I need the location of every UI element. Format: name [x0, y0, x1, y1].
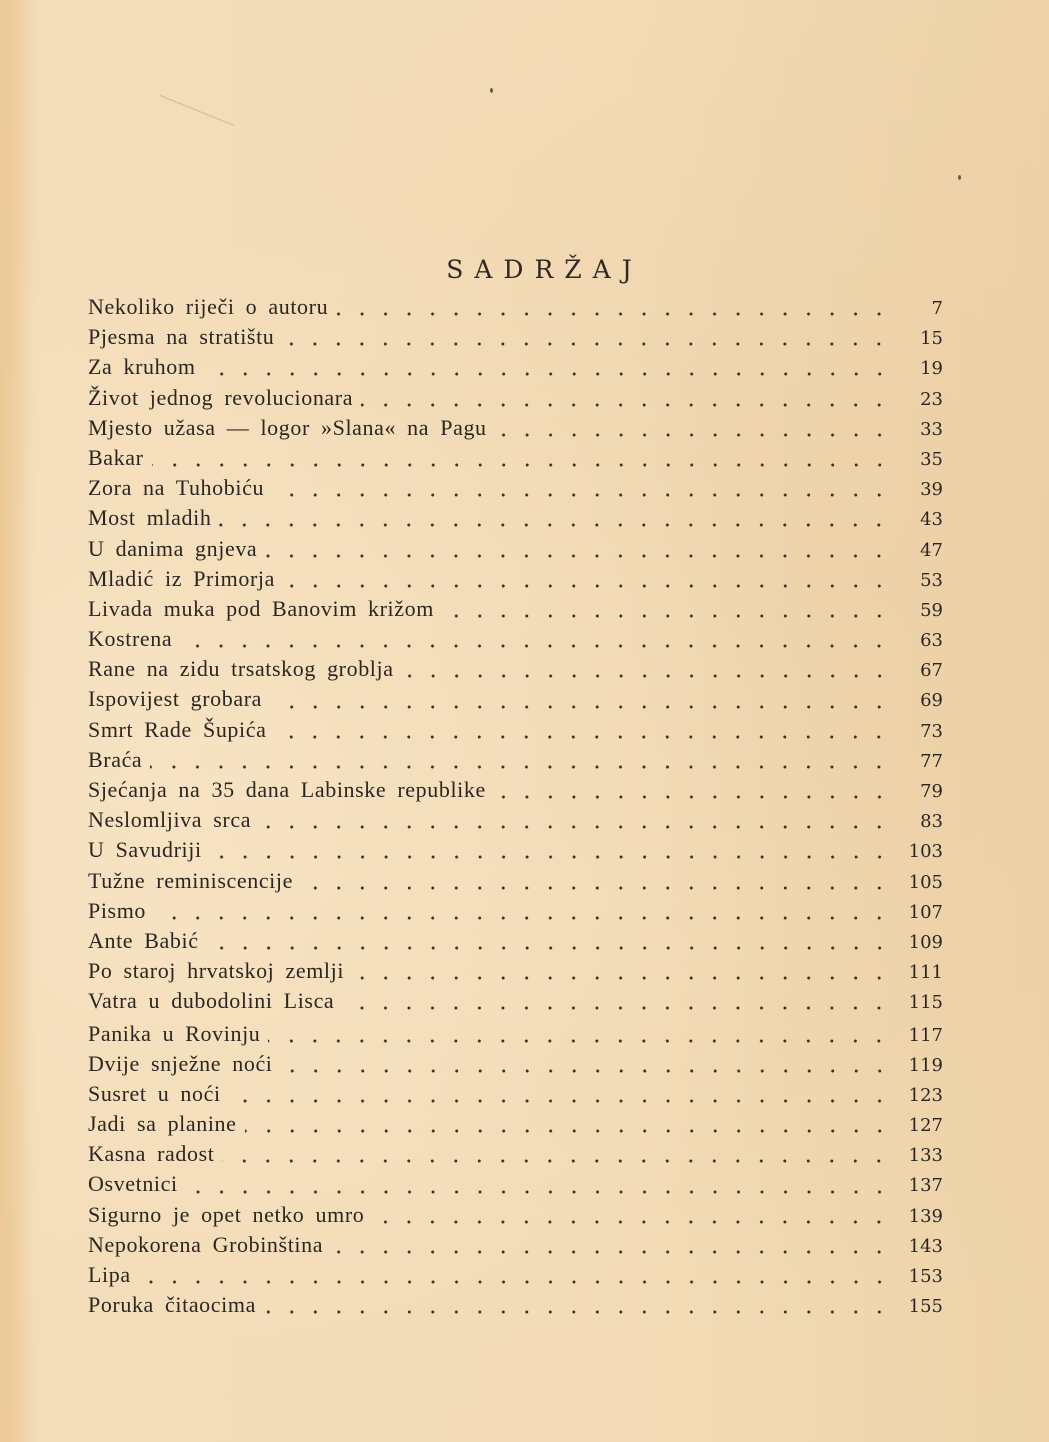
toc-entry-page-number: 59	[920, 599, 943, 621]
toc-entry-title: Poruka čitaocima	[88, 1292, 256, 1318]
toc-entry[interactable]	[88, 1171, 943, 1201]
toc-entry-title: Jadi sa planine	[88, 1111, 237, 1137]
dot-leader	[272, 488, 891, 502]
toc-entry-page-number: 105	[908, 871, 943, 893]
toc-entry-page-number: 23	[920, 388, 943, 410]
toc-entry-title: Panika u Rovinju	[88, 1020, 261, 1046]
toc-entry[interactable]	[88, 1202, 943, 1232]
toc-entry-page-number: 7	[931, 298, 943, 319]
toc-entry[interactable]	[88, 505, 943, 535]
toc-entry[interactable]	[88, 656, 943, 686]
toc-entry-title: Most mladih	[88, 505, 212, 531]
dot-leader	[352, 971, 891, 985]
toc-entry[interactable]	[88, 1081, 943, 1111]
toc-entry-page-number: 67	[920, 660, 943, 682]
dot-leader	[372, 1215, 891, 1229]
toc-entry-page-number: 153	[908, 1266, 943, 1287]
toc-entry-page-number: 73	[920, 720, 943, 742]
dot-leader	[495, 428, 891, 442]
toc-entry-title: Bakar	[88, 444, 144, 470]
toc-entry-title: Rane na zidu trsatskog groblja	[88, 656, 394, 682]
toc-entry[interactable]	[88, 747, 943, 777]
dot-leader	[180, 639, 891, 653]
toc-entry-title: Pismo	[88, 897, 147, 923]
toc-entry-title: Tužne reminiscencije	[88, 867, 293, 893]
toc-entry-title: Vatra u dubodolini Lisca	[88, 988, 335, 1014]
toc-entry-page-number: 143	[908, 1235, 943, 1257]
toc-entry[interactable]	[88, 354, 943, 384]
toc-entry-page-number: 155	[908, 1296, 943, 1318]
toc-entry-page-number: 79	[920, 781, 943, 802]
toc-entry[interactable]	[88, 928, 943, 958]
toc-entry-page-number: 69	[920, 690, 943, 712]
dot-leader	[331, 1245, 891, 1259]
toc-entry-title: Mjesto užasa — logor »Slana« na Pagu	[88, 414, 487, 440]
toc-entry-title: Zora na Tuhobiću	[88, 475, 265, 501]
toc-entry-page-number: 115	[908, 992, 943, 1014]
toc-entry-title: Lipa	[88, 1262, 131, 1287]
toc-entry-page-number: 127	[908, 1115, 943, 1137]
toc-entry-title: Ispovijest grobara	[88, 686, 263, 712]
dot-leader	[222, 1154, 891, 1168]
dot-leader	[207, 941, 891, 955]
toc-entry-title: Dvije snježne noći	[88, 1050, 273, 1076]
dot-leader	[342, 1001, 891, 1015]
toc-entry[interactable]	[88, 837, 943, 867]
toc-entry-page-number: 109	[908, 931, 943, 953]
toc-entry-title: Ante Babić	[88, 927, 199, 953]
toc-entry-page-number: 77	[920, 750, 943, 772]
toc-entry[interactable]	[88, 898, 943, 928]
dot-leader	[259, 820, 891, 834]
toc-entry-title: Neslomljiva srca	[88, 807, 252, 833]
toc-entry-title: Kostrena	[88, 626, 173, 652]
toc-entry-page-number: 15	[920, 328, 943, 350]
toc-entry[interactable]	[88, 1021, 943, 1051]
toc-entry[interactable]	[88, 988, 943, 1018]
toc-entry-title: Osvetnici	[88, 1171, 178, 1197]
toc-entry-page-number: 47	[920, 539, 943, 561]
dot-leader	[150, 760, 891, 774]
toc-entry-page-number: 123	[908, 1084, 943, 1106]
toc-entry-page-number: 137	[908, 1175, 943, 1197]
toc-entry-page-number: 111	[908, 962, 943, 984]
toc-entry-title: U Savudriji	[88, 837, 202, 863]
toc-entry[interactable]	[88, 958, 943, 988]
dot-leader	[186, 1185, 891, 1199]
toc-entry[interactable]	[88, 475, 943, 505]
toc-entry-page-number: 133	[908, 1145, 943, 1167]
toc-entry[interactable]	[88, 596, 943, 626]
toc-entry-page-number: 119	[908, 1054, 943, 1076]
toc-entry[interactable]	[88, 324, 943, 354]
dot-leader	[152, 458, 891, 472]
toc-entry-title: Život jednog revolucionara	[88, 384, 354, 410]
toc-entry[interactable]	[88, 294, 943, 324]
toc-entry[interactable]	[88, 566, 943, 596]
toc-entry-title: Nepokorena Grobinština	[88, 1231, 324, 1257]
dot-leader	[270, 700, 891, 714]
dot-leader	[402, 669, 891, 683]
dot-leader	[219, 518, 891, 532]
toc-entry-title: Sigurno je opet netko umro	[88, 1201, 365, 1227]
toc-entry-page-number: 53	[920, 569, 943, 591]
toc-entry-page-number: 83	[920, 811, 943, 833]
dot-leader	[154, 911, 891, 925]
toc-entry-page-number: 107	[908, 901, 943, 923]
toc-entry[interactable]	[88, 868, 943, 898]
toc-entry-page-number: 63	[920, 630, 943, 652]
toc-entry-title: Pjesma na stratištu	[88, 324, 275, 350]
toc-entry-title: Kasna radost	[88, 1141, 215, 1167]
toc-entry-page-number: 39	[920, 479, 943, 501]
page-binding-edge	[0, 0, 30, 1442]
dot-leader	[301, 881, 891, 895]
toc-entry-title: U danima gnjeva	[88, 535, 258, 561]
toc-entry-page-number: 19	[920, 358, 943, 380]
toc-entry[interactable]	[88, 1292, 943, 1322]
toc-entry-title: Sjećanja na 35 dana Labinske republike	[88, 777, 486, 802]
dot-leader	[494, 790, 891, 804]
dot-leader	[204, 367, 891, 381]
toc-entry-title: Smrt Rade Šupića	[88, 716, 267, 742]
toc-entry[interactable]	[88, 385, 943, 415]
dot-leader	[442, 609, 891, 623]
toc-entry[interactable]	[88, 717, 943, 747]
toc-entry-title: Za kruhom	[88, 354, 196, 380]
dot-leader	[268, 1034, 891, 1048]
paper-speck	[958, 175, 961, 180]
toc-entry[interactable]	[88, 686, 943, 716]
dot-leader	[283, 579, 891, 593]
dot-leader	[264, 1305, 891, 1319]
toc-entry-page-number: 43	[920, 509, 943, 531]
toc-entry[interactable]	[88, 536, 943, 566]
toc-entry[interactable]	[88, 445, 943, 475]
toc-entry[interactable]	[88, 777, 943, 807]
dot-leader	[274, 730, 891, 744]
toc-entry-title: Mladić iz Primorja	[88, 565, 275, 591]
toc-entry-page-number: 139	[908, 1205, 943, 1227]
toc-entry[interactable]	[88, 1051, 943, 1081]
dot-leader	[245, 1124, 891, 1138]
table-of-contents	[88, 294, 943, 1322]
toc-entry[interactable]	[88, 807, 943, 837]
dot-leader	[210, 850, 891, 864]
toc-entry-page-number: 103	[908, 841, 943, 863]
dot-leader	[139, 1275, 891, 1289]
toc-entry-page-number: 35	[920, 448, 943, 470]
dot-leader	[361, 398, 891, 412]
dot-leader	[281, 1064, 891, 1078]
toc-entry-page-number: 117	[908, 1024, 943, 1046]
toc-entry-title: Susret u noći	[88, 1080, 221, 1106]
toc-entry[interactable]	[88, 415, 943, 445]
page-title: SADRŽAJ	[446, 254, 643, 284]
dot-leader	[265, 549, 891, 563]
toc-entry-page-number: 33	[920, 418, 943, 440]
dot-leader	[282, 337, 891, 351]
toc-entry[interactable]	[88, 626, 943, 656]
toc-entry-title: Braća	[88, 746, 143, 772]
dot-leader	[229, 1094, 891, 1108]
toc-entry-title: Po staroj hrvatskoj zemlji	[88, 958, 345, 984]
dot-leader	[336, 307, 891, 321]
paper-crease	[160, 95, 235, 126]
toc-entry[interactable]	[88, 1111, 943, 1141]
toc-entry[interactable]	[88, 1232, 943, 1262]
toc-entry-title: Livada muka pod Banovim križom	[88, 595, 434, 621]
paper-speck	[490, 88, 493, 93]
toc-entry[interactable]	[88, 1141, 943, 1171]
toc-entry[interactable]	[88, 1262, 943, 1292]
toc-entry-title: Nekoliko riječi o autoru	[88, 294, 329, 319]
